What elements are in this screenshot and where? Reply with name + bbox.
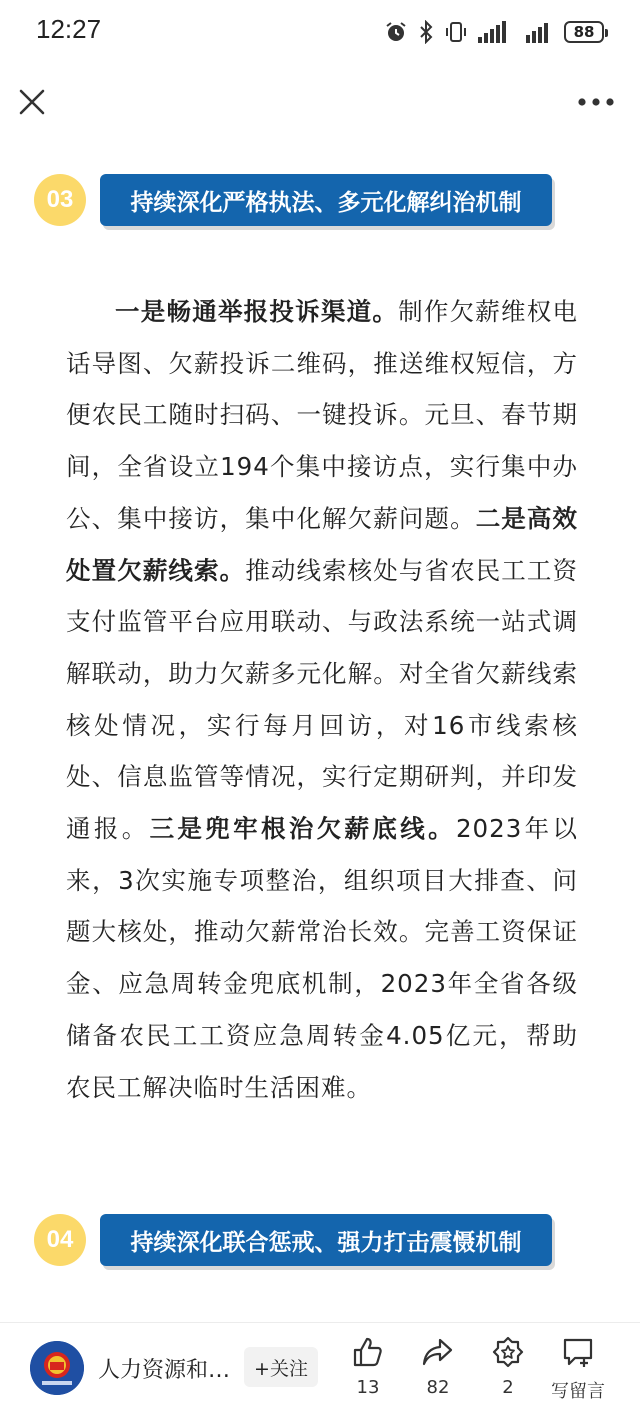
article-paragraph bbox=[66, 286, 578, 1113]
point-3-title: 三是兜牢根治欠薪底线。 bbox=[149, 814, 456, 844]
signal-2-icon bbox=[526, 21, 554, 43]
top-bar bbox=[0, 64, 640, 140]
like-button[interactable] bbox=[336, 1335, 400, 1411]
point-2-title: 二是高效处置欠薪线索。 bbox=[66, 503, 579, 585]
bluetooth-icon bbox=[418, 20, 434, 44]
share-count: 82 bbox=[426, 1377, 450, 1398]
comment-label: 写留言 bbox=[551, 1381, 605, 1402]
emblem-icon bbox=[30, 1341, 84, 1395]
star-badge-icon bbox=[491, 1335, 525, 1369]
section-title: 持续深化严格执法、多元化解纠治机制 bbox=[100, 174, 552, 226]
point-1-text: 制作欠薪维权电话导图、欠薪投诉二维码，推送维权短信，方便农民工随时扫码、一键投诉。元旦、春节期间，全省设立194个集中接访点，实行集中办公、集中接访，集中化解欠薪问题。 bbox=[66, 297, 579, 533]
section-title: 持续深化联合惩戒、强力打击震慑机制 bbox=[100, 1214, 552, 1266]
signal-1-icon bbox=[478, 21, 516, 43]
account-name[interactable]: 人力资源和… bbox=[98, 1358, 231, 1383]
section-header-03 bbox=[34, 174, 554, 230]
alarm-icon bbox=[384, 20, 408, 44]
point-1-title: 一是畅通举报投诉渠道。 bbox=[115, 297, 399, 326]
battery-icon: 88 bbox=[564, 21, 604, 43]
account-avatar[interactable] bbox=[30, 1341, 84, 1395]
favorite-count: 2 bbox=[502, 1377, 514, 1398]
bottom-bar bbox=[0, 1322, 640, 1415]
section-header-04 bbox=[34, 1214, 554, 1270]
article-body bbox=[66, 286, 578, 1113]
section-number: 04 bbox=[34, 1214, 86, 1266]
follow-button[interactable]: +关注 bbox=[244, 1347, 318, 1387]
section-number: 03 bbox=[34, 174, 86, 226]
share-icon bbox=[421, 1335, 455, 1369]
close-icon[interactable] bbox=[14, 80, 50, 124]
vibrate-icon bbox=[444, 20, 468, 44]
like-count: 13 bbox=[356, 1377, 380, 1398]
point-2-text: 推动线索核处与省农民工工资支付监管平台应用联动、与政法系统一站式调解联动，助力欠薪多元化解。对全省欠薪线索核处情况，实行每月回访，对16市线索核处、信息监管等情况，实行定期研判，并印发通报。 bbox=[66, 555, 579, 844]
comment-button[interactable] bbox=[546, 1335, 610, 1411]
status-time: 12:27 bbox=[36, 14, 102, 44]
status-bar bbox=[0, 0, 640, 64]
point-3-text: 2023年以来，3次实施专项整治，组织项目大排查、问题大核处，推动欠薪常治长效。完善工资保证金、应急周转金兜底机制，2023年全省各级储备农民工工资应急周转金4.05亿元，帮助农民工解决临时生活困难。 bbox=[66, 814, 579, 1102]
status-icons bbox=[384, 18, 604, 46]
comment-icon bbox=[561, 1335, 595, 1369]
thumbs-up-icon bbox=[351, 1335, 385, 1369]
share-button[interactable] bbox=[406, 1335, 470, 1411]
more-options-icon[interactable] bbox=[576, 84, 616, 120]
favorite-button[interactable] bbox=[476, 1335, 540, 1411]
